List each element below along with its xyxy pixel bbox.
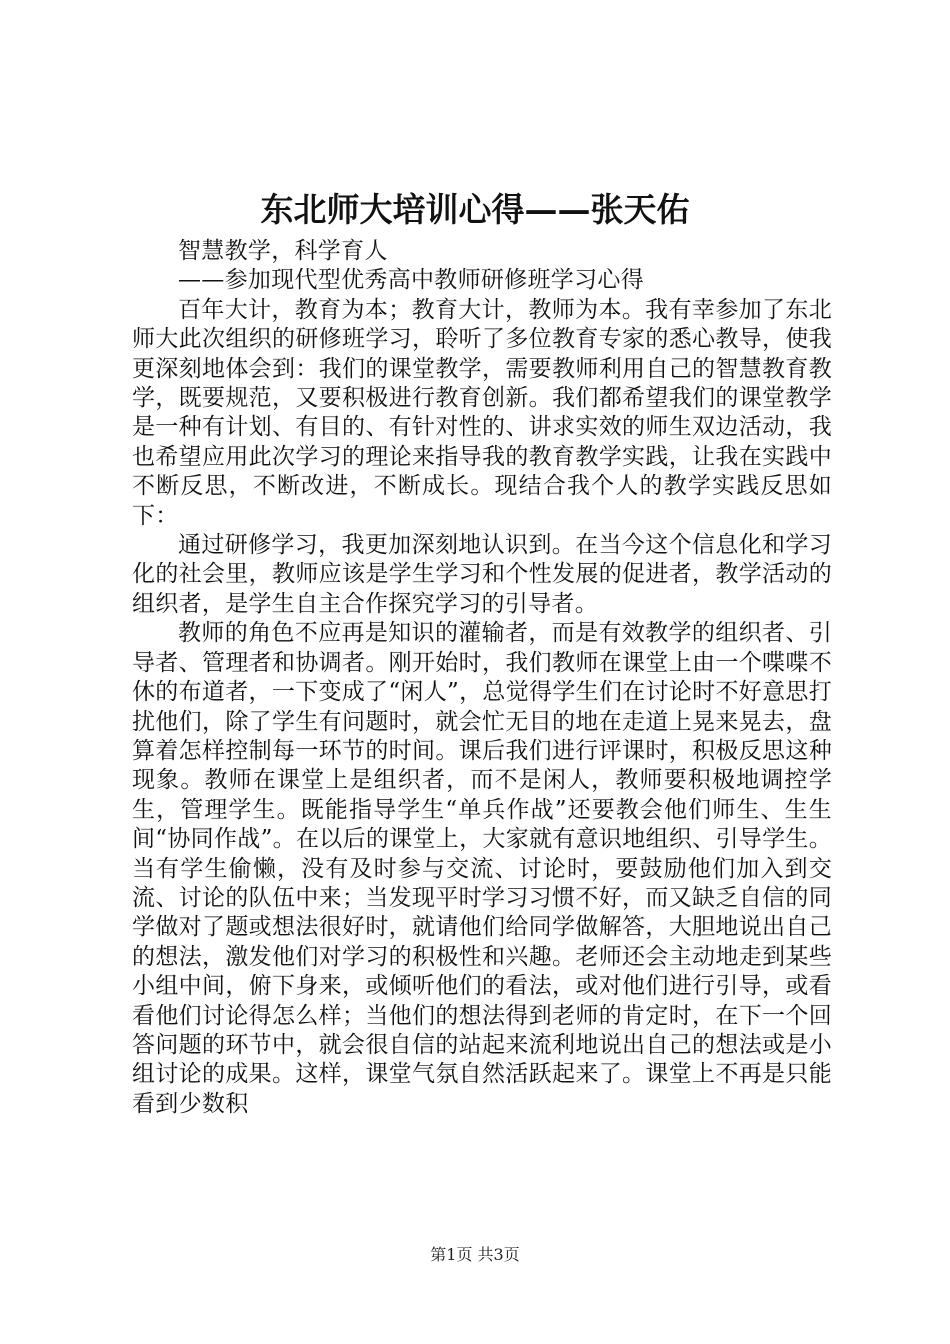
page-footer: 第1页 共3页 xyxy=(430,1245,520,1264)
document-subtitle-secondary: ——参加现代型优秀高中教师研修班学习心得 xyxy=(178,267,644,294)
paragraph: 通过研修学习，我更加深刻地认识到。在当今这个信息化和学习化的社会里，教师应该是学生学习和个性发展的促进者，教学活动的组织者，是学生自主合作探究学习的引导者。 xyxy=(132,532,832,617)
paragraph: 教师的角色不应再是知识的灌输者，而是有效教学的组织者、引导者、管理者和协调者。刚开始时，我们教师在课堂上由一个喋喋不休的布道者，一下变成了“闲人”，总觉得学生们在讨论时不好意思打扰他们，除了学生有问题时，就会忙无目的地在走道上晃来晃去，盘算着怎样控制每一环节的时间。课后我们进行评课时，积极反思这种现象。教师在课堂上是组织者，而不是闲人，教师要积极地调控学生，管理学生。既能指导学生“单兵作战”还要教会他们师生、生生间“协同作战”。在以后的课堂上，大家就有意识地组织、引导学生。当有学生偷懒，没有及时参与交流、讨论时，要鼓励他们加入到交流、讨论的队伍中来；当发现平时学习习惯不好，而又缺乏自信的同学做对了题或想法很好时，就请他们给同学做解答，大胆地说出自己的想法，激发他们对学习的积极性和兴趣。老师还会主动地走到某些小组中间，俯下身来，或倾听他们的看法，或对他们进行引导，或看看他们讨论得怎么样；当他们的想法得到老师的肯定时，在下一个回答问题的环节中，就会很自信的站起来流利地说出自己的想法或是小组讨论的成果。这样，课堂气氛自然活跃起来了。课堂上不再是只能看到少数积 xyxy=(132,620,832,1117)
document-title: 东北师大培训心得——张天佑 xyxy=(260,190,690,229)
document-subtitle: 智慧教学，科学育人 xyxy=(178,238,388,264)
paragraph: 百年大计，教育为本；教育大计，教师为本。我有幸参加了东北师大此次组织的研修班学习，聆听了多位教育专家的悉心教导，使我更深刻地体会到：我们的课堂教学，需要教师利用自己的智慧教育教学，既要规范，又要积极进行教育创新。我们都希望我们的课堂教学是一种有计划、有目的、有针对性的、讲求实效的师生双边活动，我也希望应用此次学习的理论来指导我的教育教学实践，让我在实践中不断反思，不断改进，不断成长。现结合我个人的教学实践反思如下： xyxy=(132,296,832,529)
document-body xyxy=(132,237,832,1119)
